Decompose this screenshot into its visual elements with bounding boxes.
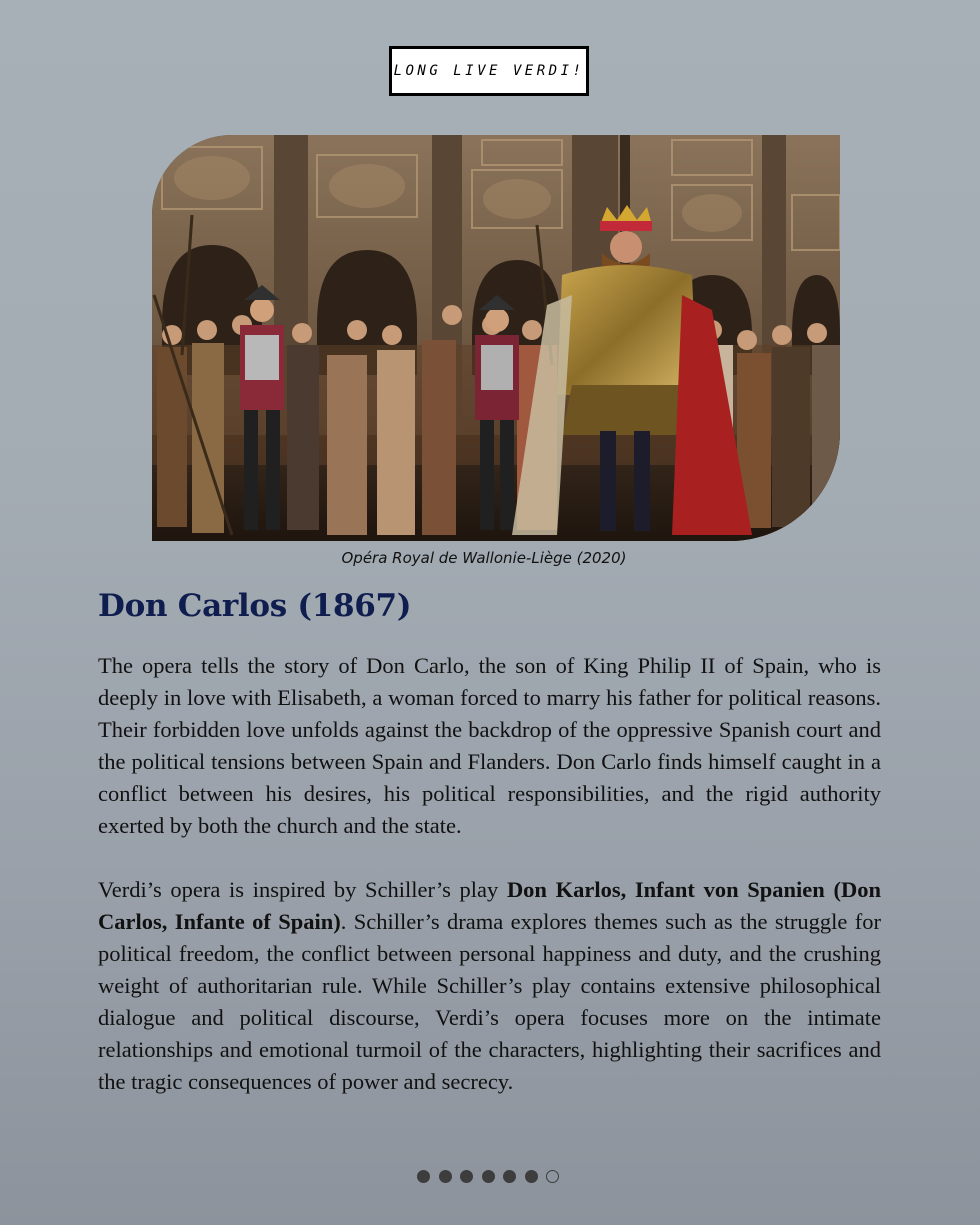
pagination-dot-2[interactable] [439, 1170, 452, 1183]
opera-stage-photo [152, 135, 840, 541]
inspiration-text-start: Verdi’s opera is inspired by Schiller’s play [98, 877, 507, 902]
pagination-dot-4[interactable] [482, 1170, 495, 1183]
pagination-dot-5[interactable] [503, 1170, 516, 1183]
schiller-play-title: Don Karlos, Infant von Spanien (Don Carlos, Infante of Spain) [98, 877, 881, 934]
paragraph-synopsis: The opera tells the story of Don Carlo, the son of King Philip II of Spain, who is deeply in love with Elisabeth, a woman forced to marry his father for political reasons. Their forbidden love unfolds against the backdrop of the oppressive Spanish court and the political tensions between Spain and Flanders. Don Carlo finds himself caught in a conflict between his desires, his political responsibilities, and the rigid authority exerted by both the church and the state. [98, 653, 881, 838]
article-body [98, 650, 881, 1098]
pagination-dot-3[interactable] [460, 1170, 473, 1183]
inspiration-text-end: . Schiller’s drama explores themes such as the struggle for political freedom, the conflict between personal happiness and duty, and the crushing weight of authoritarian rule. While Schiller’s play contains extensive philosophical dialogue and political discourse, Verdi’s opera focuses more on the intimate relationships and emotional turmoil of the characters, highlighting their sacrifices and the tragic consequences of power and secrecy. [98, 909, 881, 1094]
paragraph-inspiration [98, 874, 881, 1098]
pagination-dot-1[interactable] [417, 1170, 430, 1183]
slide-pagination [417, 1170, 559, 1183]
pagination-dot-6[interactable] [525, 1170, 538, 1183]
page-title: Don Carlos (1867) [98, 588, 412, 624]
long-live-verdi-tag: LONG LIVE VERDI! [389, 46, 589, 96]
pagination-dot-7[interactable] [546, 1170, 559, 1183]
photo-caption: Opéra Royal de Wallonie-Liège (2020) [341, 549, 627, 567]
